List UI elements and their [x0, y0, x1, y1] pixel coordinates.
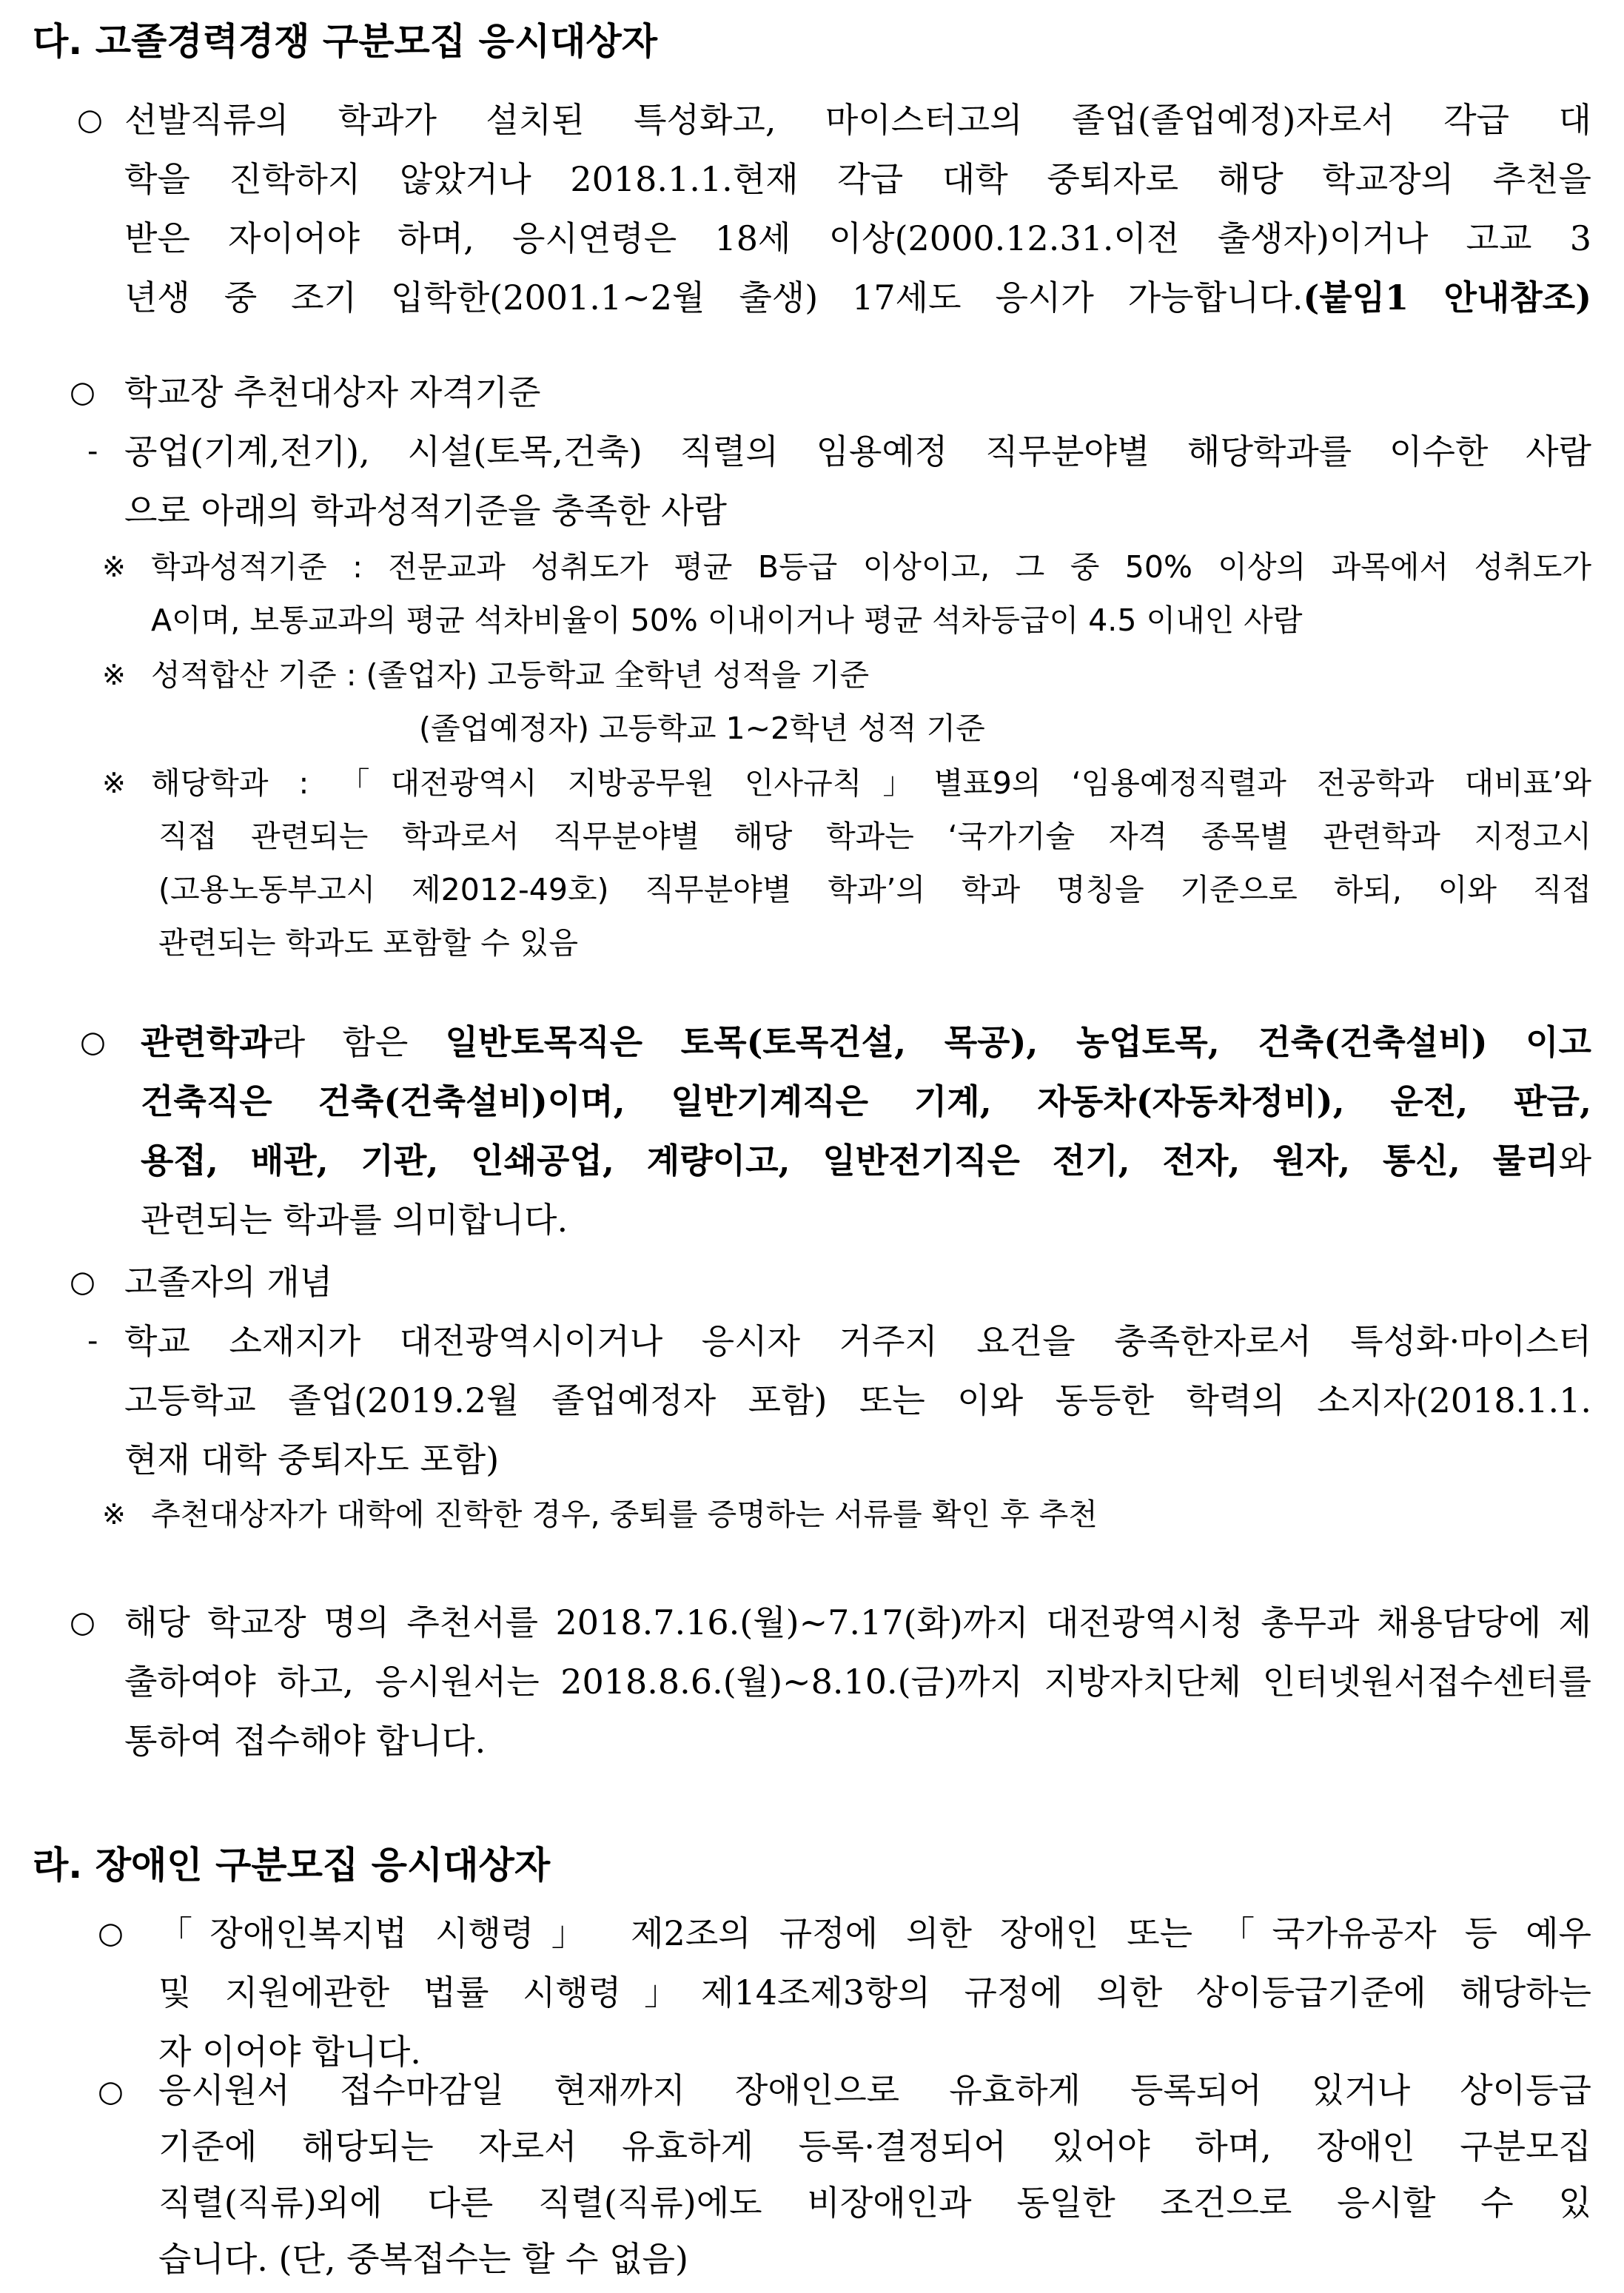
disability-definition-paragraph: [158, 1904, 1591, 2081]
text-line: [124, 268, 1591, 327]
text-line: 관련되는 학과도 포함할 수 있음: [158, 925, 579, 961]
text-line: 직렬(직류)외에 다른 직렬(직류)에도 비장애인과 동일한 조건으로 응시할 수 있: [158, 2183, 1591, 2223]
note-marker: ※: [102, 767, 126, 799]
bold-term: 용접, 배관, 기관, 인쇄공업, 계량이고, 일반전기직은 전기, 전자, 원자, 통신, 물리: [141, 1141, 1559, 1181]
text-span: 년생 중 조기 입학한(2001.1~2월 출생) 17세도 응시가 가능합니다.: [124, 278, 1303, 318]
text-line: 고등학교 졸업(2019.2월 졸업예정자 포함) 또는 이와 동등한 학력의 소지자(2018.1.1.: [124, 1380, 1591, 1420]
bullet-icon: ○: [77, 103, 103, 137]
text-line: 직접 관련되는 학과로서 직무분야별 해당 학과는 ‘국가기술 자격 종목별 관련학과 지정고시: [158, 819, 1591, 854]
recommendation-criteria-body: [124, 422, 1591, 540]
text-line: 추천대상자가 대학에 진학한 경우, 중퇴를 증명하는 서류를 확인 후 추천: [151, 1497, 1098, 1532]
bullet-icon: ○: [98, 1916, 124, 1950]
note-dropout-proof: [151, 1488, 1591, 1541]
text-line: 해당학과 : 「대전광역시 지방공무원 인사규칙」별표9의 ‘임용예정직렬과 전공학과 대비표’와: [151, 765, 1591, 801]
dash-marker: -: [87, 434, 98, 469]
text-line: 및 지원에관한 법률 시행령」제14조제3항의 규정에 의한 상이등급기준에 해당하는: [158, 1973, 1591, 2012]
text-line: [141, 1013, 1591, 1072]
text-line: 받은 자이어야 하며, 응시연령은 18세 이상(2000.12.31.이전 출생자)이거나 고교 3: [124, 218, 1591, 258]
text-line: A이며, 보통교과의 평균 석차비율이 50% 이내이거나 평균 석차등급이 4.5 이내인 사람: [151, 602, 1303, 638]
text-line: 학을 진학하지 않았거나 2018.1.1.현재 각급 대학 중퇴자로 해당 학교장의 추천을: [124, 159, 1591, 199]
text-line: 해당 학교장 명의 추천서를 2018.7.16.(월)~7.17(화)까지 대전광역시청 총무과 채용담당에 제: [124, 1602, 1591, 1642]
text-line: (고용노동부고시 제2012-49호) 직무분야별 학과’의 학과 명칭을 기준으로 하되, 이와 직접: [158, 872, 1591, 907]
text-line: 성적합산 기준 : (졸업자) 고등학교 全학년 성적을 기준: [151, 657, 870, 693]
note-marker: ※: [102, 659, 126, 691]
text-line: 출하여야 하고, 응시원서는 2018.8.6.(월)~8.10.(금)까지 지방자치단체 인터넷원서접수센터를: [124, 1662, 1591, 1702]
note-marker: ※: [102, 551, 126, 583]
text-line: 자 이어야 합니다.: [158, 2032, 421, 2072]
text-line: 「장애인복지법 시행령」 제2조의 규정에 의한 장애인 또는 「국가유공자 등 예우: [158, 1913, 1591, 1953]
note-score-basis: [151, 648, 1591, 755]
bullet-icon: ○: [80, 1025, 106, 1059]
text-line: 응시원서 접수마감일 현재까지 장애인으로 유효하게 등록되어 있거나 상이등급: [158, 2070, 1591, 2110]
bullet-icon: ○: [98, 2075, 124, 2109]
section-d-heading: 다. 고졸경력경쟁 구분모집 응시대상자: [33, 20, 658, 63]
section-e-heading: 라. 장애인 구분모집 응시대상자: [33, 1844, 551, 1887]
text-line: [141, 1131, 1591, 1190]
dash-marker: -: [87, 1324, 98, 1358]
text-line: 학교 소재지가 대전광역시이거나 응시자 거주지 요건을 충족한자로서 특성화·마이스터: [124, 1321, 1591, 1361]
text-span: 라 함은: [272, 1022, 446, 1062]
bullet-icon: ○: [70, 1605, 95, 1639]
submission-schedule-paragraph: [124, 1593, 1591, 1770]
text-line: 선발직류의 학과가 설치된 특성화고, 마이스터고의 졸업(졸업예정)자로서 각급 대: [124, 100, 1591, 140]
note-grade-criteria: [151, 540, 1591, 647]
disability-registration-paragraph: [158, 2062, 1591, 2287]
text-line: 학교장 추천대상자 자격기준: [124, 372, 541, 412]
text-line: 으로 아래의 학과성적기준을 충족한 사람: [124, 491, 727, 531]
text-line: 학과성적기준 : 전문교과 성취도가 평균 B등급 이상이고, 그 중 50% 이상의 과목에서 성취도가: [151, 549, 1591, 585]
text-line: 관련되는 학과를 의미합니다.: [141, 1200, 568, 1240]
bullet-icon: ○: [70, 375, 95, 409]
text-line: 습니다. (단, 중복접수는 할 수 없음): [158, 2239, 688, 2279]
graduate-definition-body: [124, 1312, 1591, 1489]
related-departments-paragraph: [141, 1013, 1591, 1249]
text-line: 현재 대학 중퇴자도 포함): [124, 1440, 500, 1480]
recommendation-criteria-title: [124, 363, 1531, 422]
text-line: 통하여 접수해야 합니다.: [124, 1721, 486, 1761]
text-line: 공업(기계,전기), 시설(토목,건축) 직렬의 임용예정 직무분야별 해당학과를 이수한 사람: [124, 432, 1591, 471]
text-line: (졸업예정자) 고등학교 1~2학년 성적 기준: [419, 711, 985, 746]
bullet-icon: ○: [70, 1265, 95, 1299]
paragraph-eligibility: [124, 90, 1591, 327]
bold-term: 관련학과: [141, 1022, 272, 1062]
text-line: 고졸자의 개념: [124, 1262, 333, 1302]
text-line: 건축직은 건축(건축설비)이며, 일반기계직은 기계, 자동차(자동차정비), 운전, 판금,: [141, 1081, 1591, 1121]
text-span: 와: [1558, 1141, 1591, 1181]
text-line: 기준에 해당되는 자로서 유효하게 등록·결정되어 있어야 하며, 장애인 구분모집: [158, 2126, 1591, 2166]
note-marker: ※: [102, 1498, 126, 1531]
graduate-definition-title: [124, 1252, 1531, 1312]
note-related-dept: [151, 756, 1591, 970]
bold-term: 일반토목직은 토목(토목건설, 목공), 농업토목, 건축(건축설비) 이고: [445, 1022, 1591, 1062]
bold-reference: (붙임1 안내참조): [1303, 278, 1591, 318]
